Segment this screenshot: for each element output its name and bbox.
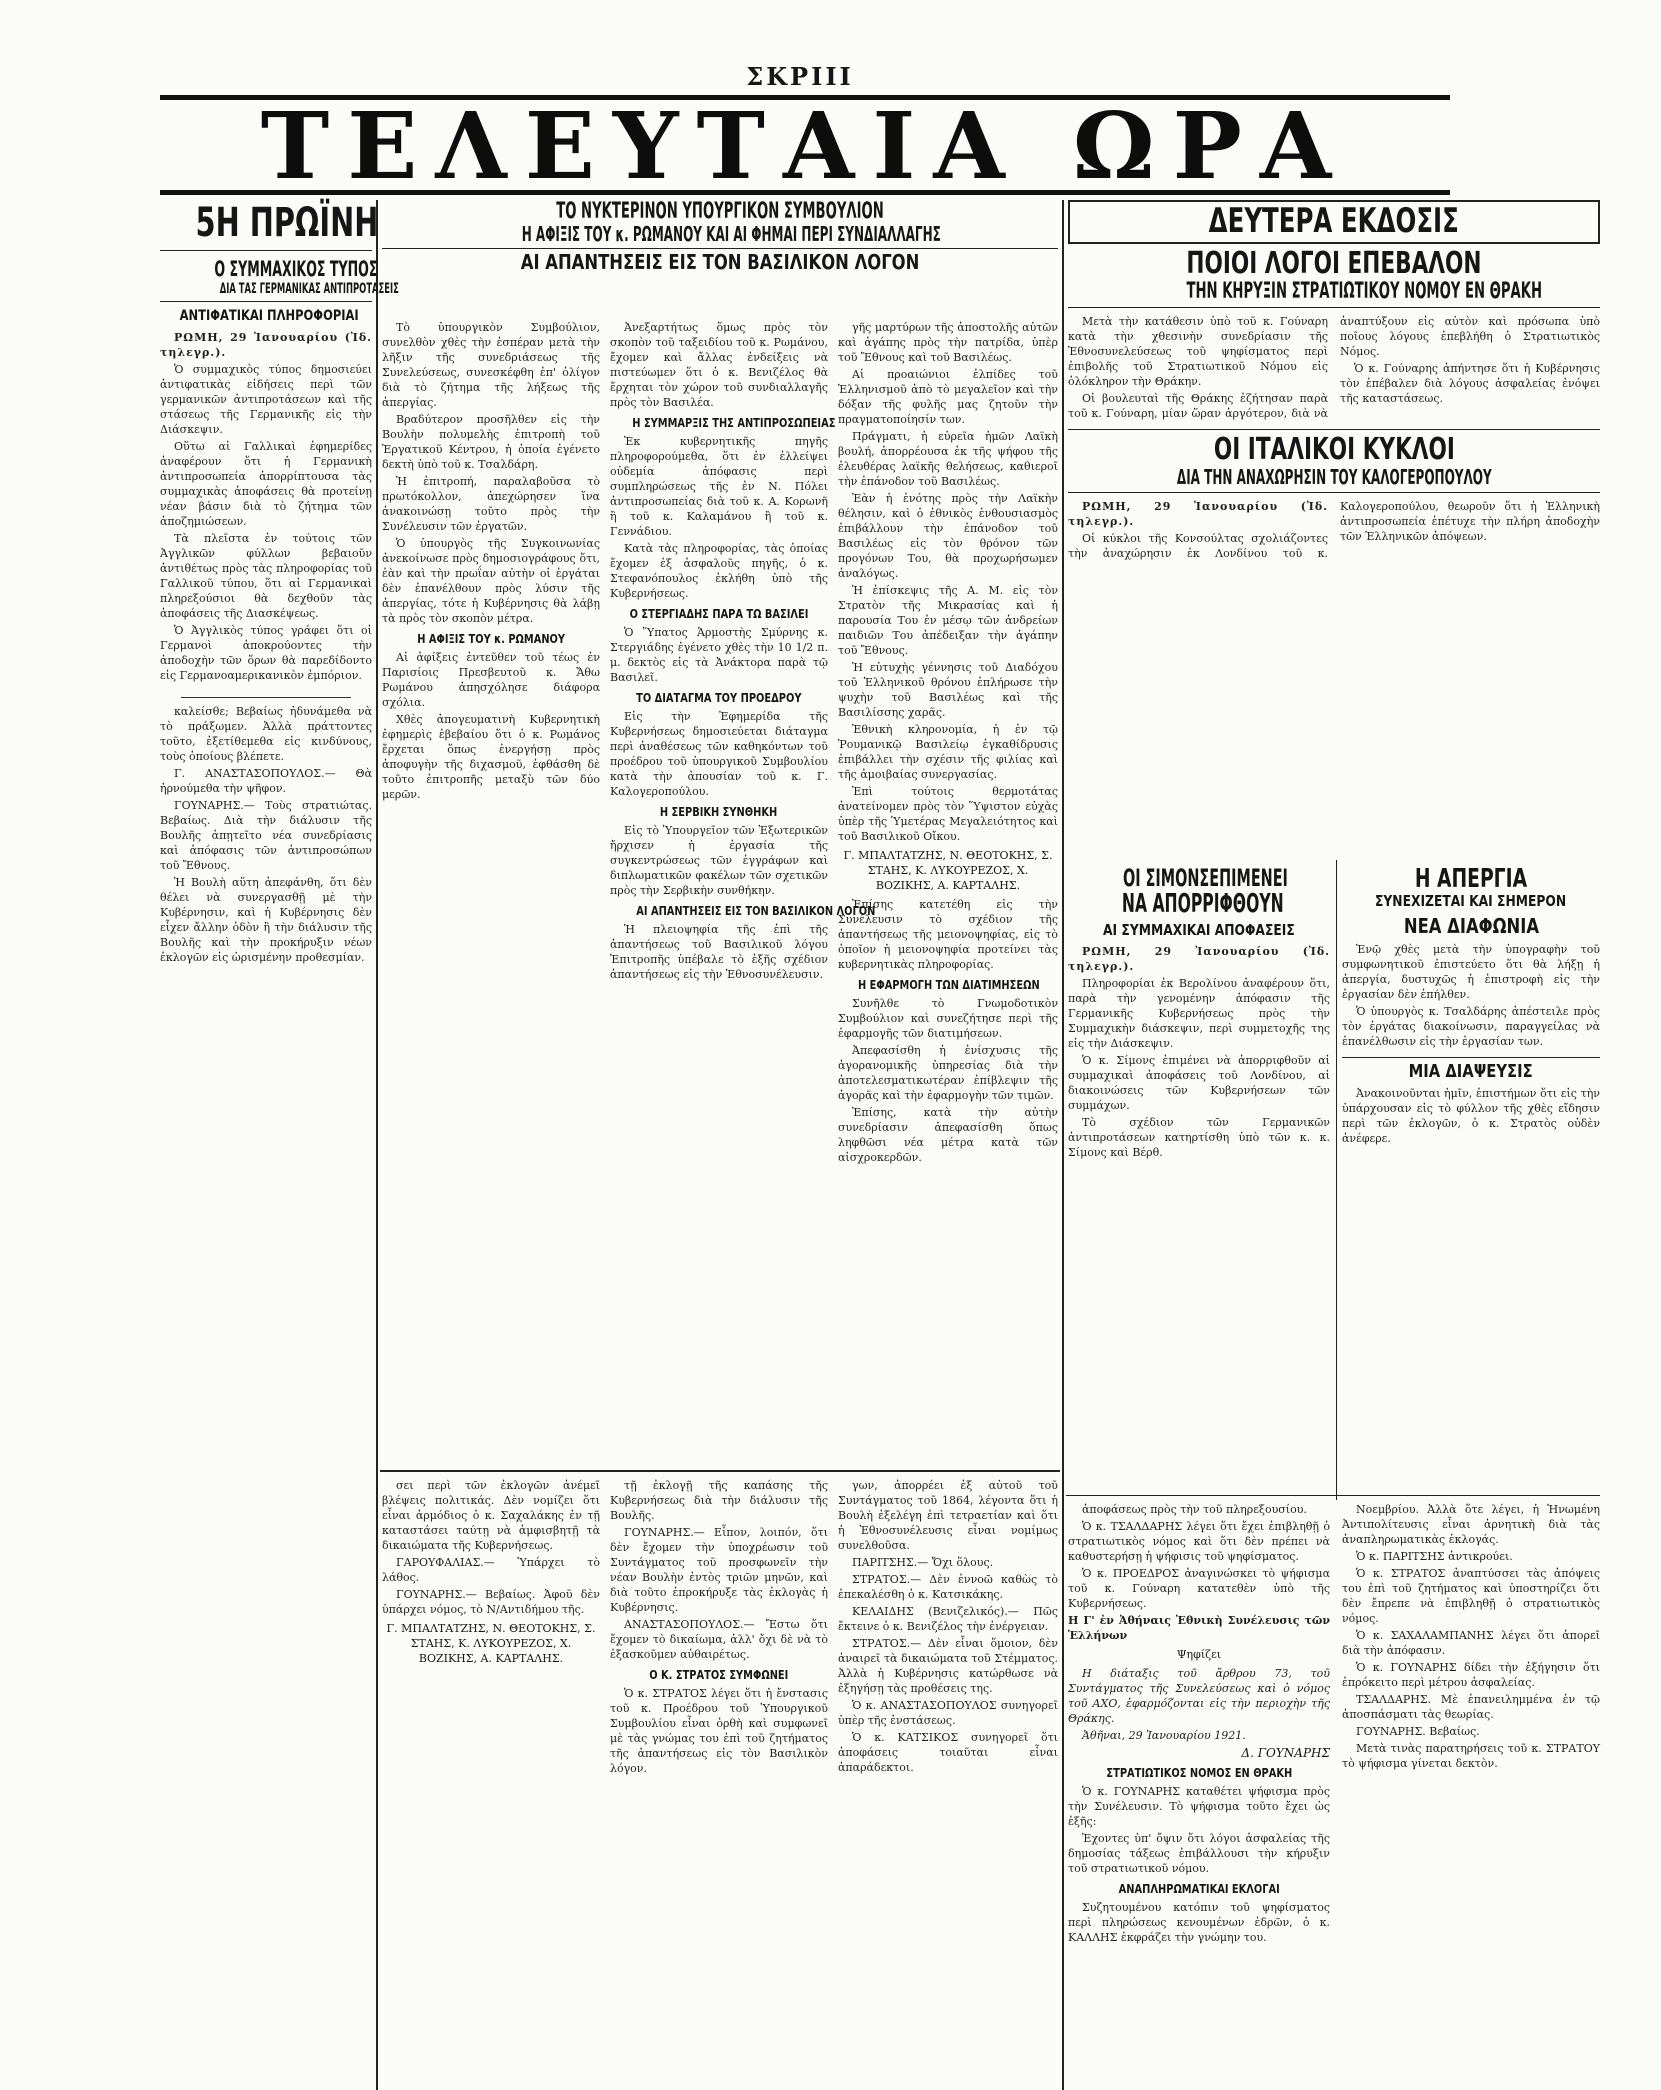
paragraph: Η διάταξις τοῦ ἄρθρου 73, τοῦ Συντάγματος τῆς Συνελεύσεως καὶ ὁ νόμος τοῦ ΑΧΟ, ἐφαρμόζονται εἰς τὴν περιοχὴν τῆς Θράκης. [1068, 1667, 1330, 1725]
signatories: Γ. ΜΠΑΛΤΑΤΖΗΣ, Ν. ΘΕΟΤΟΚΗΣ, Σ. ΣΤΑΗΣ, Κ. ΛΥΚΟΥΡΕΖΟΣ, Χ. ΒΟΖΙΚΗΣ, Α. ΚΑΡΤΑΛΗΣ. [843, 849, 1053, 892]
paragraph: ΠΑΡΙΤΣΗΣ.— Ὄχι ὅλους. [852, 1556, 994, 1569]
paragraph: Χθὲς ἀπογευματινὴ Κυβερνητικὴ ἐφημερὶς ἐβεβαίου ὅτι ὁ κ. Ρωμάνος ἔρχεται ὅπως ἐνεργήσῃ πρὸς ἀποφυγὴν τῆς διχασμοῦ, ἐφθάσθη δὲ τοῦτο ἐπιτροπῆς μεταξὺ τῶν δύο μερῶν. [382, 713, 600, 801]
paragraph: ΓΟΥΝΑΡΗΣ.— Τοὺς στρατιώτας. Βεβαίως. Διὰ τὴν διάλυσιν τῆς Βουλῆς ἀπῃτεῖτο νέα συνεδρίασις καὶ ἀπόφασις τῶν ἀντιπροσώπων τοῦ Ἔθνους. [160, 799, 372, 873]
paragraph: Ἐχοντες ὑπ' ὄψιν ὅτι λόγοι ἀσφαλείας τῆς δημοσίας τάξεως ἐπιβάλλουσι τὴν κήρυξιν τοῦ στρατιωτικοῦ νόμου. [1068, 1832, 1330, 1875]
paragraph: ΓΟΥΝΑΡΗΣ. Βεβαίως. [1356, 1725, 1480, 1738]
paragraph: Πράγματι, ἡ εὐρεῖα ἡμῶν Λαϊκὴ βουλή, ἀπορρέουσα ἐκ τῆς ψήφου τῆς ἐλευθέρας λαϊκῆς θελήσεως, καθιεροῖ τὴν ἐπάνοδον τοῦ Βασιλέως. [838, 430, 1058, 488]
paragraph: Ὁ ὑπουργὸς τῆς Συγκοινωνίας ἀνεκοίνωσε πρὸς δημοσιογράφους ὅτι, ἐὰν καὶ τὴν πρωΐαν αὐτὴν οἱ ἐργάται δὲν ἐπανέλθουν πρὸς λύσιν τῆς ἀπεργίας, τότε ἡ Κυβέρνησις θὰ λάβῃ τὰ πρὸς τὸν σκοπὸν μέτρα. [382, 537, 600, 625]
masthead [160, 92, 1450, 200]
paragraph: Μετὰ τὴν κατάθεσιν ὑπὸ τοῦ κ. Γούναρη κατὰ τὴν χθεσινὴν συνεδρίασιν τῆς Ἐθνοσυνελεύσεως τοῦ ψηφίσματος περὶ ἐπιβολῆς τοῦ Στρατιωτικοῦ Νόμου εἰς ὁλόκληρον τὴν Θράκην. [1068, 315, 1328, 389]
article-subhead: ΑΝΤΙΦΑΤΙΚΑΙ ΠΛΗΡΟΦΟΡΙΑΙ [179, 308, 359, 325]
cabinet-council-headlines [382, 200, 1058, 280]
article-headline: ΟΙ ΣΙΜΟΝΣΕΠΙΜΕΝΕΙ [1122, 864, 1288, 892]
paragraph: ΣΤΡΑΤΟΣ.— Δὲν εἶναι ὅμοιον, δὲν ἀναιρεῖ τὰ δικαιώματα τοῦ Στέμματος. Ἀλλὰ ἡ Κυβέρνησις κατώρθωσε νὰ ἐξηγήσῃ τὰς προθέσεις της. [838, 1637, 1058, 1695]
article-subhead: ΝΕΑ ΔΙΑΦΩΝΙΑ [1403, 913, 1539, 938]
paragraph: Ἐκ κυβερνητικῆς πηγῆς πληροφορούμεθα, ὅτι ἐν ἐλλείψει οὐδεμία ἀπόφασις περὶ συμπληρώσεως τῆς ἐν Ν. Πόλει ἀντιπροσωπείας διὰ τοῦ κ. Α. Κορωνῆ ἢ τοῦ κ. Καλαμάνου ἢ τοῦ κ. Γεννάδιου. [610, 435, 828, 538]
assembly-heading: Η Γ' ἐν Ἀθήναις Ἐθνικὴ Συνέλευσις τῶν Ἑλλήνων [1068, 1614, 1330, 1642]
paragraph: Εἰς τὸ Ὑπουργεῖον τῶν Ἐξωτερικῶν ἤρχισεν ἡ ἐργασία τῆς συγκεντρώσεως τῶν ἐγγράφων καὶ διπλωματικῶν φακέλων τῶν σχετικῶν πρὸς τὴν Σερβικὴν συνθήκην. [610, 824, 828, 897]
paragraph: Αἱ προαιώνιοι ἐλπίδες τοῦ Ἑλληνισμοῦ ἀπὸ τὸ μεγαλεῖον καὶ τὴν δόξαν τῆς φυλῆς μας ζητοῦν τὴν πραγματοποίησίν των. [838, 368, 1058, 426]
paragraph: Ὁ ὑπουργὸς κ. Τσαλδάρης ἀπέστειλε πρὸς τὸν ἐργάτας διακοίνωσιν, παραγγείλας νὰ ἐπανέλθωσιν εἰς τὴν ἐργασίαν των. [1342, 1004, 1600, 1048]
paragraph: Ἐὰν ἡ ἐνότης πρὸς τὴν Λαϊκὴν θέλησιν, καὶ ὁ ἐθνικὸς ἐνθουσιασμὸς ἐπιβάλλουν τὴν ἐπάνοδον τοῦ Βασιλέως εἰς τὸν θρόνον τῶν προγόνων Του, θὰ προχωρήσωμεν ἀναλόγως. [838, 492, 1058, 580]
paragraph: Ἐπὶ τούτοις θερμοτάτας ἀνατείνομεν πρὸς τὸν Ὕψιστον εὐχὰς ὑπὲρ τῆς Ὑμετέρας Μεγαλειότητος καὶ τοῦ Βασιλικοῦ Οἴκου. [838, 785, 1058, 843]
paragraph: Τὸ σχέδιον τῶν Γερμανικῶν ἀντιπροτάσεων κατηρτίσθη ὑπὸ τῶν κ. κ. Σίμονς καὶ Βέρθ. [1068, 1115, 1330, 1159]
paragraph: Οἱ βουλευταὶ τῆς Θράκης ἐζήτησαν παρὰ τοῦ κ. Γούναρη, μίαν ὥραν ἀργότερον, διὰ νὰ ἀναπτύξουν εἰς αὐτὸν καὶ πρόσωπα ὑπὸ ποῖους λόγους ἐπεβλήθη ὁ Στρατιωτικὸς Νόμος. [1068, 315, 1600, 421]
paragraph: Ὁ κ. ΣΑΧΑΛΑΜΠΑΝΗΣ λέγει ὅτι ἀπορεῖ διὰ τὴν ἀπόφασιν. [1342, 1629, 1600, 1657]
paragraph: Κατὰ τὰς πληροφορίας, τὰς ὁποίας ἔχομεν ἐξ ἀσφαλοῦς πηγῆς, ὁ κ. Στεφανόπουλος ἐκλήθη ὑπὸ τῆς Κυβερνήσεως. [610, 542, 828, 600]
section-heading: Η ΑΦΙΞΙΣ ΤΟΥ κ. ΡΩΜΑΝΟΥ [417, 632, 565, 646]
paragraph: Ὁ κ. ΤΣΑΛΔΑΡΗΣ λέγει ὅτι ἔχει ἐπιβληθῇ ὁ στρατιωτικὸς νόμος καὶ ὅτι δὲν πρέπει νὰ καθυστερήσῃ ἡ ψήφισις τοῦ ψηφίσματος. [1068, 1520, 1330, 1563]
paragraph: Μετὰ τινὰς παρατηρήσεις τοῦ κ. ΣΤΡΑΤΟΥ τὸ ψήφισμα γίνεται δεκτὸν. [1342, 1742, 1600, 1770]
article-subhead: ΑΙ ΑΠΑΝΤΗΣΕΙΣ ΕΙΣ ΤΟΝ ΒΑΣΙΛΙΚΟΝ ΛΟΓΟΝ [520, 250, 920, 275]
paragraph: Γ. ΑΝΑΣΤΑΣΟΠΟΥΛΟΣ.— Θὰ ἠρνούμεθα τὴν ψῆφον. [160, 767, 372, 796]
paragraph: ΓΟΥΝΑΡΗΣ.— Βεβαίως. Ἀφοῦ δὲν ὑπάρχει νόμος, τὸ Ν/Αντιδήμου τῆς. [382, 1588, 600, 1616]
paragraph: ΓΟΥΝΑΡΗΣ.— Εἶπον, λοιπόν, ὅτι δὲν ἔχομεν τὴν ὑποχρέωσιν τοῦ Συντάγματος τοῦ προσφωνεῖν τὴν νέαν Βουλὴν ἐντὸς τριῶν μηνῶν, καὶ διὰ τοῦτο ἐπροκήρυξε τὰς ἐκλογὰς ἡ Κυβέρνησις. [610, 1526, 828, 1614]
section-heading: ΤΟ ΔΙΑΤΑΓΜΑ ΤΟΥ ΠΡΟΕΔΡΟΥ [636, 691, 802, 705]
paragraph: Ἐθνικὴ κληρονομία, ἡ ἐν τῷ Ῥουμανικῷ Βασιλείῳ ἐγκαθίδρυσις ἐπιβάλλει τὴν σχέσιν τῆς φιλίας καὶ τῆς ἀμοιβαίας συνεργασίας. [838, 723, 1058, 781]
signatories: Γ. ΜΠΑΛΤΑΤΖΗΣ, Ν. ΘΕΟΤΟΚΗΣ, Σ. ΣΤΑΗΣ, Κ. ΛΥΚΟΥΡΕΖΟΣ, Χ. ΒΟΖΙΚΗΣ, Α. ΚΑΡΤΑΛΗΣ. [386, 1622, 596, 1665]
paragraph: Οἱ κύκλοι τῆς Κονσούλτας σχολιάζοντες τὴν ἀναχώρησιν ἐκ Λονδίνου τοῦ κ. Καλογεροπούλου, θεωροῦν ὅτι ἡ Ἑλληνικὴ ἀντιπροσωπεία ἐπέτυχε τὴν πλήρη ἀποδοχὴν τῶν Ἑλληνικῶν ἀπόψεων. [1068, 499, 1600, 560]
section-heading: ΣΤΡΑΤΙΩΤΙΚΟΣ ΝΟΜΟΣ ΕΝ ΘΡΑΚΗ [1106, 1766, 1292, 1780]
page-number: ΣΚΡΙΙΙ [746, 62, 854, 91]
simons-article [1068, 866, 1330, 1491]
paragraph: Συζητουμένου κατόπιν τοῦ ψηφίσματος περὶ πληρώσεως κενουμένων ἐδρῶν, ὁ κ. ΚΑΛΛΗΣ ἐκφράζει τὴν γνώμην του. [1068, 1901, 1330, 1944]
article-subtitle: ΑΙ ΣΥΜΜΑΧΙΚΑΙ ΑΠΟΦΑΣΕΙΣ [1103, 921, 1295, 940]
paragraph: ἀποφάσεως πρὸς τὴν τοῦ πληρεξουσίου. [1082, 1503, 1307, 1516]
paragraph: Τὰ πλεῖστα ἐν τούτοις τῶν Ἀγγλικῶν φύλλων βεβαιοῦν ἀντιθέτως πρὸς τὰς πληροφορίας τοῦ Γαλλικοῦ τύπου, ὅτι αἱ Γερμανικαὶ πληρεξούσιοι θὰ δεχθοῦν τὰς ἀποφάσεις τῆς Διασκέψεως. [160, 532, 372, 621]
paragraph: Ἡ πλειοψηφία τῆς ἐπὶ τῆς ἀπαντήσεως τοῦ Βασιλικοῦ λόγου Ἐπιτροπῆς ὑπέβαλε τὸ ἑξῆς σχέδιον ἀπαντήσεως εἰς τὴν Ἐθνοσυνέλευσιν. [610, 923, 828, 981]
paragraph: γῆς μαρτύρων τῆς ἀποστολῆς αὐτῶν καὶ ἀγάπης πρὸς τὴν πατρίδα, ὑπὲρ τοῦ Ἔθνους καὶ τοῦ Βασιλέως. [838, 321, 1058, 364]
article-headline: ΤΟ ΝΥΚΤΕΡΙΝΟΝ ΥΠΟΥΡΓΙΚΟΝ ΣΥΜΒΟΥΛΙΟΝ [556, 199, 884, 224]
paragraph: Ἀνεξαρτήτως ὅμως πρὸς τὸν σκοπὸν τοῦ ταξειδίου τοῦ κ. Ρωμάνου, ἔχομεν καὶ ἄλλας ἐνδείξεις νὰ πιστεύωμεν ὅτι ὁ κ. Βενιζέλος θὰ ἔρχηται τὸν χώρον τοῦ συνδιαλλαγῆς πρὸς τὸν Βασιλέα. [610, 321, 828, 409]
article-body [1068, 314, 1600, 421]
paragraph: Ἡ ἐπίσκεψις τῆς Α. Μ. εἰς τὸν Στρατὸν τῆς Μικρασίας καὶ ἡ παρουσία Του ἐν μέσῳ τῶν ἀνδρείων παιδιῶν Του ἀπέδειξαν τὴν ἀγάπην τοῦ Ἔθνους. [838, 584, 1058, 657]
dateline: ΡΩΜΗ, 29 Ἰανουαρίου (Ἰδ. τηλεγρ.). [1068, 499, 1328, 528]
paragraph: Ὁ κ. ΑΝΑΣΤΑΣΟΠΟΥΛΟΣ συνηγορεῖ ὑπὲρ τῆς ἐνστάσεως. [838, 1699, 1058, 1727]
paragraph: Αἱ ἀφίξεις ἐντεῦθεν τοῦ τέως ἐν Παρισίοις Πρεσβευτοῦ κ. Ἄθω Ρωμάνου ἀπησχόλησε διάφορα σχόλια. [382, 651, 600, 709]
paragraph: Ὁ κ. ΚΑΤΣΙΚΟΣ συνηγορεῖ ὅτι ἀποφάσεις τοιαῦται εἶναι ἀπαράδεκτοι. [838, 1731, 1058, 1774]
paragraph: ΚΕΛΑΙΔΗΣ (Βενιζελικός).— Πῶς ἔκτεινε ὁ κ. Βενιζέλος τὴν ἐνέργειαν. [838, 1605, 1058, 1633]
hour-headline: 5Η ΠΡΩΪΝΗ [195, 200, 379, 246]
edition-banner: ΔΕΥΤΕΡΑ ΕΚΔΟΣΙΣ [1068, 200, 1600, 244]
article-headline: Ο ΣΥΜΜΑΧΙΚΟΣ ΤΥΠΟΣ [160, 250, 372, 281]
article-body [1068, 499, 1600, 561]
article-headline: ΝΑ ΑΠΟΡΡΙΦΘΟΥΝ [1121, 889, 1284, 920]
section-heading: Η ΣΕΡΒΙΚΗ ΣΥΝΘΗΚΗ [660, 805, 778, 819]
divider [181, 697, 351, 698]
paragraph: ΓΑΡΟΥΦΑΛΙΑΣ.— Ὑπάρχει τὸ λάθος. [382, 1556, 600, 1584]
paragraph: Τὸ ὑπουργικὸν Συμβούλιον, συνελθὸν χθὲς τὴν ἑσπέραν μετὰ τὴν λῆξιν τῆς συνεδριάσεως τῆς Συνελεύσεως, συνεσκέφθη ἐπ' ὀλίγον διὰ τὸ ζήτημα τῆς λήξεως τῆς ἀπεργίας. [382, 321, 600, 409]
reply-to-royal-speech [838, 320, 1058, 1465]
military-law-debate [1068, 1502, 1330, 2082]
paragraph: Ὁ κ. ΓΟΥΝΑΡΗΣ καταθέτει ψήφισμα πρὸς τὴν Συνέλευσιν. Τὸ ψήφισμα τοῦτο ἔχει ὡς ἑξῆς: [1068, 1785, 1330, 1828]
paragraph: ΑΝΑΣΤΑΣΟΠΟΥΛΟΣ.— Ἔστω ὅτι ἔχομεν τὸ δικαίωμα, ἀλλ' ὄχι δὲ νὰ τὸ ἐξασκοῦμεν αὐθαιρέτως. [610, 1618, 828, 1661]
paragraph: Ὁ κ. ΠΑΡΙΤΣΗΣ ἀντικρούει. [1356, 1550, 1513, 1563]
signature: Δ. ΓΟΥΝΑΡΗΣ [1241, 1746, 1330, 1760]
column-rule [376, 200, 378, 2090]
article-headline: Η ΑΠΕΡΓΙΑ [1414, 864, 1528, 894]
paragraph: ΤΣΑΛΔΑΡΗΣ. Μὲ ἐπανειλημμένα ἐν τῷ ἀποσπάσματι τὰς θεωρίας. [1342, 1693, 1600, 1721]
assembly-subheading: Ψηφίζει [1176, 1648, 1222, 1661]
cabinet-council-middle [610, 320, 876, 1465]
section-heading: Η ΕΦΑΡΜΟΓΗ ΤΩΝ ΔΙΑΤΙΜΗΣΕΩΝ [857, 978, 1040, 992]
paragraph: Ἐπίσης κατετέθη εἰς τὴν Συνέλευσιν τὸ σχέδιον τῆς ἀπαντήσεως τῆς μειονοψηφίας, εἰς τὸ ὁποῖον ἡ μειονοψηφία προτείνει τὰς κυβερνητικὰς πληροφορίας. [838, 898, 1058, 971]
column-rule [1336, 860, 1337, 1500]
article-headline: ΟΙ ΙΤΑΛΙΚΟΙ ΚΥΚΛΟΙ [1068, 429, 1600, 466]
dateline: ΡΩΜΗ, 29 Ἰανουαρίου (Ἰδ. τηλεγρ.). [160, 331, 372, 360]
article-subtitle: Η ΑΦΙΞΙΣ ΤΟΥ κ. ΡΩΜΑΝΟΥ ΚΑΙ ΑΙ ΦΗΜΑΙ ΠΕΡΙ ΣΥΝΔΙΑΛΛΑΓΗΣ [382, 223, 1058, 249]
section-heading: Ο ΣΤΕΡΓΙΑΔΗΣ ΠΑΡΑ ΤΩ ΒΑΣΙΛΕΙ [629, 607, 809, 621]
section-heading: Ο Κ. ΣΤΡΑΤΟΣ ΣΥΜΦΩΝΕΙ [649, 1668, 789, 1682]
cabinet-council-left [382, 320, 600, 1465]
paragraph: Ἐπίσης, κατὰ τὴν αὐτὴν συνεδρίασιν ἀπεφασίσθη ὅπως ληφθῶσι νέα μέτρα κατὰ τῶν αἰσχροκερδῶν. [838, 1106, 1058, 1164]
article-subtitle: ΔΙΑ ΤΗΝ ΑΝΑΧΩΡΗΣΙΝ ΤΟΥ ΚΑΛΟΓΕΡΟΠΟΥΛΟΥ [1068, 466, 1600, 493]
debate-lower-middle [610, 1478, 828, 2078]
section-heading: ΑΝΑΠΛΗΡΩΜΑΤΙΚΑΙ ΕΚΛΟΓΑΙ [1118, 1882, 1280, 1896]
paragraph: Ὁ κ. ΓΟΥΝΑΡΗΣ δίδει τὴν ἐξήγησιν ὅτι ἐπρόκειτο περὶ μέτρου ἀσφαλείας. [1342, 1661, 1600, 1689]
debate-lower-right [838, 1478, 1058, 2078]
article-subtitle: ΣΥΝΕΧΙΖΕΤΑΙ ΚΑΙ ΣΗΜΕΡΟΝ [1375, 892, 1567, 911]
paragraph: Βραδύτερον προσῆλθεν εἰς τὴν Βουλὴν πολυμελὴς ἐπιτροπὴ τοῦ Ἐργατικοῦ Κέντρου, ἡ ὁποία ἐγένετο δεκτὴ ὑπὸ τοῦ κ. Τσαλδάρη. [382, 413, 600, 471]
paragraph: Ἀπεφασίσθη ἡ ἐνίσχυσις τῆς ἀγορανομικῆς ὑπηρεσίας διὰ τὴν ἀποτελεσματικωτέραν ἐπίβλεψιν τῆς ἀγορᾶς καὶ τὴν ἐφαρμογὴν τῶν τιμῶν. [838, 1044, 1058, 1102]
paragraph: Ἡ εὐτυχὴς γέννησις τοῦ Διαδόχου τοῦ Ἑλληνικοῦ θρόνου ἐπλήρωσε τὴν ψυχὴν τοῦ Βασιλέως καὶ τῆς Βασιλίσσης χαρᾶς. [838, 661, 1058, 719]
paragraph: Οὕτω αἱ Γαλλικαὶ ἐφημερίδες ἀναφέρουν ὅτι ἡ Γερμανικὴ ἀντιπροσωπεία ἀπορρίπτουσα τὰς συμμαχικὰς ἀποφάσεις θὰ προτείνῃ νέαν βάσιν διὰ τὸ ζήτημα τῶν ἀποζημιώσεων. [160, 440, 372, 529]
article-subtitle: ΤΗΝ ΚΗΡΥΞΙΝ ΣΤΡΑΤΙΩΤΙΚΟΥ ΝΟΜΟΥ ΕΝ ΘΡΑΚΗ [1068, 279, 1600, 308]
paragraph: Ὁ Ὕπατος Ἁρμοστὴς Σμύρνης κ. Στεργιάδης ἐγένετο χθὲς τὴν 10 1/2 π. μ. δεκτὸς εἰς τὰ Ἀνάκτορα παρὰ τῷ Βασιλεῖ. [610, 626, 828, 684]
strike-article [1342, 866, 1600, 1491]
paragraph: τῇ ἐκλογῇ τῆς καπάσης τῆς Κυβερνήσεως διὰ τὴν διάλυσιν τῆς Βουλῆς. [610, 1479, 828, 1522]
article-headline: ΠΟΙΟΙ ΛΟΓΟΙ ΕΠΕΒΑΛΟΝ [1186, 245, 1482, 281]
paragraph: Πληροφορίαι ἐκ Βερολίνου ἀναφέρουν ὅτι, παρὰ τὴν γενομένην ἀπόφασιν τῆς Γερμανικῆς Κυβερνήσεως πρὸς τὴν Συμμαχικὴν διάσκεψιν, περὶ συμμετοχῆς της εἰς τὴν Διάσκεψιν. [1068, 976, 1330, 1050]
paragraph: Ὁ κ. ΠΡΟΕΔΡΟΣ ἀναγινώσκει τὸ ψήφισμα τοῦ κ. Γούναρη κατατεθὲν ὑπὸ τῆς Κυβερνήσεως. [1068, 1567, 1330, 1610]
horizontal-rule [380, 1470, 1060, 1472]
masthead-title: ΤΕΛΕΥΤΑΙΑ ΩΡΑ [260, 92, 1350, 200]
section-heading: ΑΙ ΑΠΑΝΤΗΣΕΙΣ ΕΙΣ ΤΟΝ ΒΑΣΙΛΙΚΟΝ ΛΟΓΟΝ [636, 904, 876, 918]
paragraph: σει περὶ τῶν ἐκλογῶν ἀνέμεῖ βλέψεις πολιτικάς. Δὲν νομίζει ὅτι εἶναι ἀρμόδιος ὁ κ. Σαχαλάκης ἐν τῇ καταστάσει ταύτῃ νὰ ἀμφισβητῇ τὰ δικαιώματα τῆς Κυβερνήσεως. [382, 1479, 600, 1552]
paragraph: Ἀνακοινοῦνται ἡμῖν, ἐπιστήμων ὅτι εἰς τὴν ὑπάρχουσαν εἰς τὸ φύλλον τῆς χθὲς εἴδησιν περὶ τῶν ἐκλογῶν, ὁ κ. Στρατὸς οὐδὲν ἀνέφερε. [1342, 1087, 1600, 1146]
horizontal-rule [1066, 1495, 1600, 1496]
column-rule [1062, 200, 1064, 2090]
section-heading: Η ΣΥΜΜΑΡΞΙΣ ΤΗΣ ΑΝΤΙΠΡΟΣΩΠΕΙΑΣ [632, 416, 836, 430]
article-subtitle: ΔΙΑ ΤΑΣ ΓΕΡΜΑΝΙΚΑΣ ΑΝΤΙΠΡΟΤΑΣΕΙΣ [160, 281, 372, 302]
debate-lower-left [382, 1478, 600, 2078]
second-edition [1068, 200, 1600, 860]
paragraph: Ὁ κ. ΣΤΡΑΤΟΣ ἀναπτύσσει τὰς ἀπόψεις του ἐπὶ τοῦ ζητήματος καὶ ὑποστηρίζει ὅτι δὲν ἔπρεπε νὰ ἐπιβληθῇ ὁ στρατιωτικὸς νόμος. [1342, 1567, 1600, 1625]
date-line: Ἀθῆναι, 29 Ἰανουαρίου 1921. [1082, 1729, 1246, 1742]
military-law-debate-continued [1342, 1502, 1600, 2082]
paragraph: καλείσθε; Βεβαίως ἠδυνάμεθα νὰ τὸ πράξωμεν. Ἀλλὰ πράττοντες τοῦτο, ἐξετίθεμεθα εἰς κινδύνους, τοὺς ὁποίους βλέπετε. [160, 705, 372, 764]
paragraph: ΣΤΡΑΤΟΣ.— Δὲν ἐννοῶ καθὼς τὸ ἐπεκαλέσθη ὁ κ. Κατσικάκης. [838, 1573, 1058, 1601]
paragraph: Νοεμβρίου. Ἀλλὰ ὅτε λέγει, ἡ Ἡνωμένη Ἀντιπολίτευσις εἶναι ἀρνητικὴ διὰ τὰς ἀναπληρωματικὰς ἐκλογάς. [1342, 1503, 1600, 1546]
article-subhead: ΜΙΑ ΔΙΑΨΕΥΣΙΣ [1342, 1057, 1600, 1083]
paragraph: Εἰς τὴν Ἐφημερίδα τῆς Κυβερνήσεως δημοσιεύεται διάταγμα περὶ ἀναθέσεως τῶν καθηκόντων τοῦ προέδρου τοῦ ὑπουργικοῦ Συμβουλίου κατὰ τὴν ἀπουσίαν τοῦ κ. Γ. Καλογεροπούλου. [610, 710, 828, 798]
paragraph: Ἐνῷ χθὲς μετὰ τὴν ὑπογραφὴν τοῦ συμφωνητικοῦ ἐπιστεύετο ὅτι θὰ λήξῃ ἡ ἀπεργία, δυστυχῶς ἡ ἐπιστροφὴ εἰς τὴν ἐργασίαν δὲν ἐπήλθεν. [1342, 942, 1600, 1001]
paragraph: Ὁ κ. Γούναρης ἀπήντησε ὅτι ἡ Κυβέρνησις τὸν ἐπέβαλεν διὰ λόγους ἀσφαλείας ἐνόψει τῆς καταστάσεως. [1340, 362, 1600, 406]
paragraph: Συνῆλθε τὸ Γνωμοδοτικὸν Συμβούλιον καὶ συνεζήτησε περὶ τῆς ἐφαρμογῆς τῶν διατιμήσεων. [838, 997, 1058, 1040]
paragraph: Ἡ Βουλὴ αὕτη ἀπεφάνθη, ὅτι δὲν θέλει νὰ συνεργασθῇ μὲ τὴν Κυβέρνησιν, καὶ ἡ Κυβέρνησις δὲν εἶχεν ἄλλην ὁδὸν ἢ τὴν διάλυσιν τῆς Βουλῆς καὶ τὴν προκήρυξιν νέων ἐκλογῶν εἰς ὡρισμένην προθεσμίαν. [160, 876, 372, 965]
dateline: ΡΩΜΗ, 29 Ἰανουαρίου (Ἰδ. τηλεγρ.). [1068, 944, 1330, 973]
paragraph: γων, ἀπορρέει ἐξ αὐτοῦ τοῦ Συντάγματος τοῦ 1864, λέγοντα ὅτι ἡ Βουλὴ ἐξελέγη ἐπὶ τετραετίαν καὶ ὅτι ἡ Ἐθνοσυνέλευσις εἶναι νομίμως συνελθοῦσα. [838, 1479, 1058, 1552]
paragraph: Ἡ ἐπιτροπή, παραλαβοῦσα τὸ πρωτόκολλον, ἀπεχώρησεν ἵνα ἀνακοινώσῃ τοῦτο πρὸς τὴν Συνέλευσιν τῶν ἐργατῶν. [382, 475, 600, 533]
paragraph: Ὁ κ. ΣΤΡΑΤΟΣ λέγει ὅτι ἡ ἔνστασις τοῦ κ. Προέδρου τοῦ Ὑπουργικοῦ Συμβουλίου εἶναι ὀρθὴ καὶ συμφωνεῖ μὲ τὰς γνώμας του ἐπὶ τοῦ ζητήματος τῆς ἀπαντήσεως εἰς τὸν Βασιλικὸν λόγον. [610, 1687, 828, 1775]
paragraph: Ὁ κ. Σίμονς ἐπιμένει νὰ ἀπορριφθοῦν αἱ συμμαχικαὶ ἀποφάσεις τοῦ Λονδίνου, αἱ διακοινώσεις τῶν Κυβερνήσεων τῶν συμμάχων. [1068, 1053, 1330, 1112]
paragraph: Ὁ Ἀγγλικὸς τύπος γράφει ὅτι οἱ Γερμανοὶ ἀποκρούοντες τὴν ἀποδοχὴν τῶν ὅρων θὰ παρεδίδοντο εἰς Γερμανοαμερικανικὸν ἐμπόριον. [160, 624, 372, 683]
column-germany-reparations [160, 200, 399, 2086]
paragraph: Ὁ συμμαχικὸς τύπος δημοσιεύει ἀντιφατικὰς εἰδήσεις περὶ τῶν γερμανικῶν ἀντιπροτάσεων καὶ τῆς στάσεως τῆς Γερμανικῆς εἰς τὴν Διάσκεψιν. [160, 363, 372, 437]
